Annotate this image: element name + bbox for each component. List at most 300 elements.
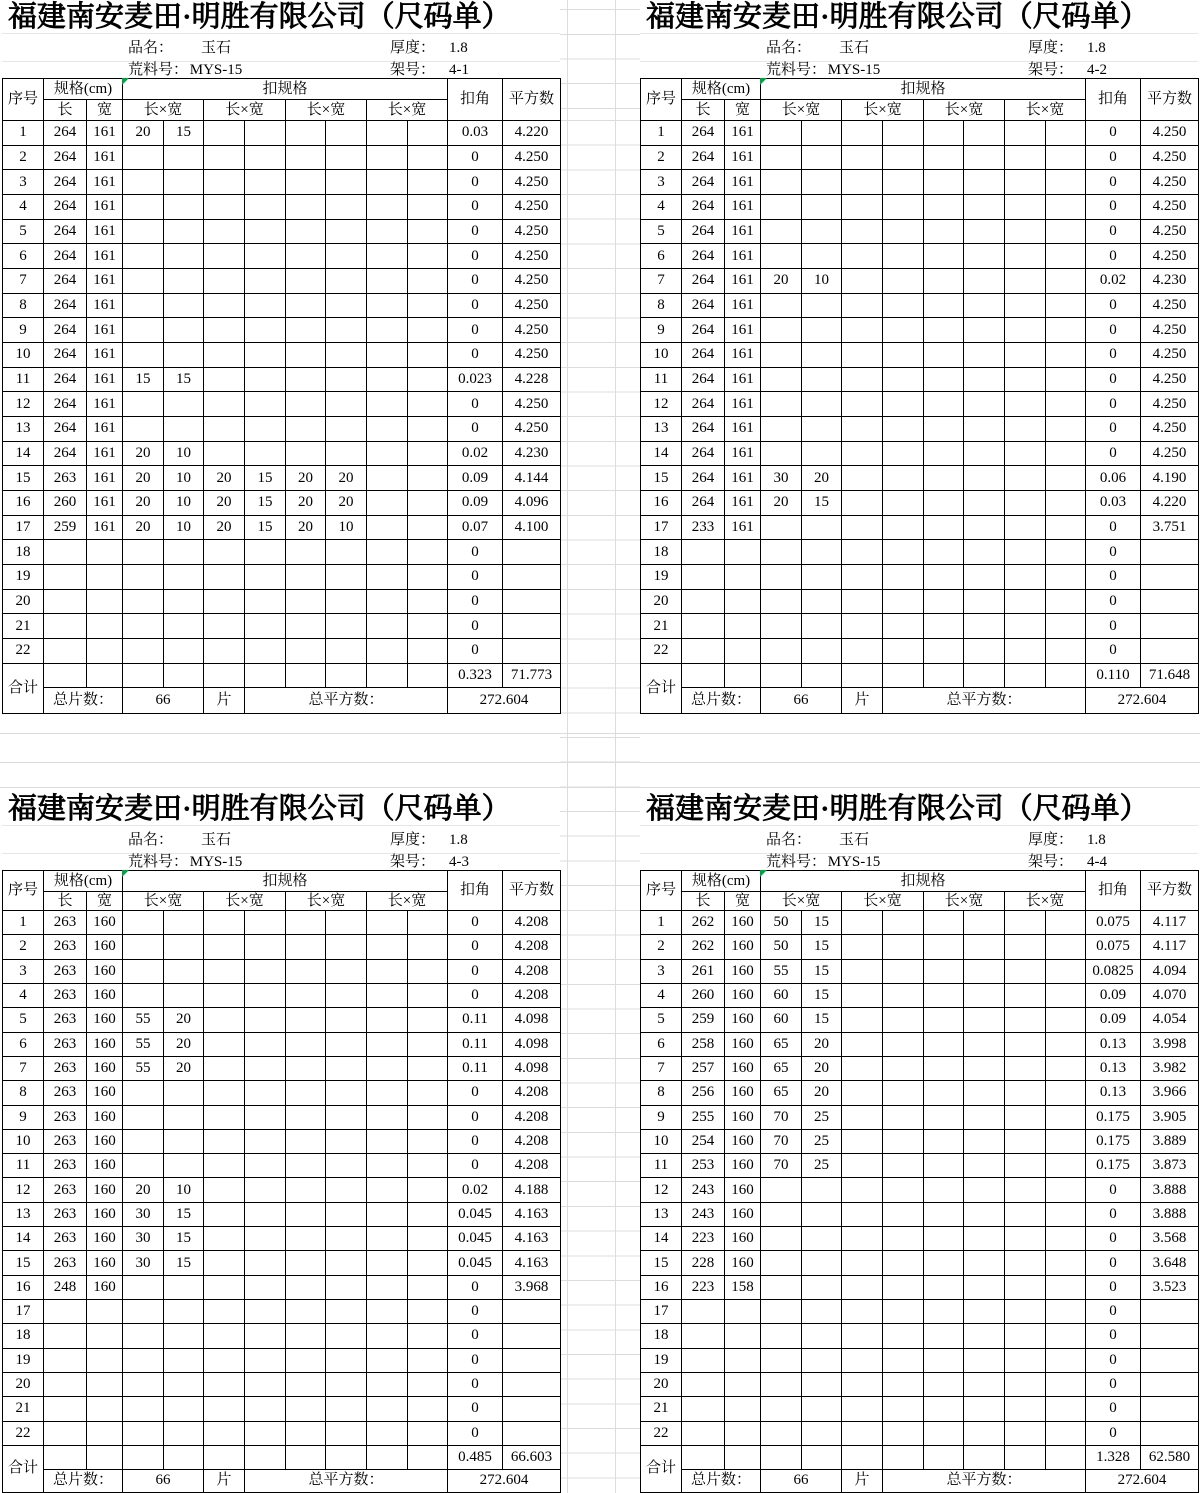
ded-l1: 55 (123, 1032, 164, 1056)
rack-no-label: 架号： (390, 62, 436, 78)
ded-w4 (1046, 1275, 1086, 1299)
ded-w2 (883, 1324, 924, 1348)
ded-l3 (286, 367, 326, 392)
ded-l2 (842, 1056, 883, 1080)
ded-l1: 50 (761, 911, 802, 935)
table-row (641, 318, 1199, 343)
ded-w2 (883, 540, 924, 565)
ded-w1 (164, 392, 204, 417)
width: 161 (87, 441, 123, 466)
table-row (641, 1008, 1199, 1032)
col-header-corner: 扣角 (448, 79, 503, 121)
corner-deduction: 0 (448, 540, 503, 565)
corner-deduction: 0.09 (1086, 1008, 1141, 1032)
ded-l2 (204, 935, 245, 959)
ded-w3 (964, 983, 1005, 1007)
block-no-label: 荒料号： (766, 854, 827, 870)
ded-w3 (326, 441, 367, 466)
row-no: 20 (3, 589, 44, 614)
total-empty-cell (326, 1445, 367, 1469)
total-area-value: 62.580 (1141, 1445, 1199, 1469)
ded-l1 (123, 1275, 164, 1299)
row-no: 11 (641, 1154, 682, 1178)
ded-l4 (1005, 614, 1046, 639)
square-area (1141, 565, 1199, 590)
ded-l1 (761, 219, 802, 244)
ded-w2 (883, 639, 924, 664)
ded-l1 (761, 565, 802, 590)
ded-w2 (245, 392, 286, 417)
width: 161 (725, 392, 761, 417)
corner-deduction: 0.13 (1086, 1081, 1141, 1105)
col-header-lxw: 长×宽 (204, 100, 286, 121)
ded-w2 (883, 195, 924, 220)
col-header-lxw: 长×宽 (123, 100, 204, 121)
ded-w1 (164, 1105, 204, 1129)
total-empty-cell (725, 663, 761, 687)
rack-no-value: 4-1 (449, 62, 469, 78)
col-header-corner: 扣角 (1086, 871, 1141, 911)
ded-l3 (924, 540, 964, 565)
ded-l2 (204, 269, 245, 294)
ded-w3 (964, 1202, 1005, 1226)
square-area: 4.250 (503, 318, 561, 343)
square-area: 4.250 (503, 145, 561, 170)
table-row (641, 911, 1199, 935)
row-no: 7 (641, 1056, 682, 1080)
ded-l4 (1005, 1275, 1046, 1299)
table-row (641, 1129, 1199, 1153)
width: 160 (725, 1081, 761, 1105)
ded-w4 (1046, 1227, 1086, 1251)
ded-w3 (326, 367, 367, 392)
width (87, 540, 123, 565)
ded-l2 (204, 540, 245, 565)
width (87, 639, 123, 664)
ded-l2 (204, 392, 245, 417)
square-area: 4.094 (1141, 959, 1199, 983)
table-row (3, 1129, 561, 1153)
product-label: 品名： (766, 40, 812, 56)
row-no: 15 (641, 466, 682, 491)
row-no: 17 (641, 515, 682, 540)
ded-l1 (123, 1300, 164, 1324)
width: 161 (87, 515, 123, 540)
ded-w1: 15 (164, 121, 204, 146)
square-area: 3.968 (503, 1275, 561, 1299)
table-row (641, 1202, 1199, 1226)
ded-w3 (326, 195, 367, 220)
corner-deduction: 0 (1086, 614, 1141, 639)
ded-w1 (164, 1129, 204, 1153)
width: 161 (725, 121, 761, 146)
total-empty-cell (883, 663, 924, 687)
row-no: 20 (3, 1372, 44, 1396)
ded-l3 (286, 959, 326, 983)
ded-w3 (326, 1032, 367, 1056)
table-row (641, 121, 1199, 146)
ded-l1 (123, 614, 164, 639)
row-no: 21 (641, 1397, 682, 1421)
col-header-seq: 序号 (3, 79, 44, 121)
total-empty-cell (87, 1445, 123, 1469)
ded-l3 (924, 639, 964, 664)
ded-w1 (164, 195, 204, 220)
width: 161 (87, 392, 123, 417)
ded-w2 (883, 441, 924, 466)
ded-l4 (1005, 1105, 1046, 1129)
ded-l3 (924, 293, 964, 318)
ded-l4 (367, 1008, 408, 1032)
ded-w3 (326, 1397, 367, 1421)
length: 263 (44, 1227, 87, 1251)
ded-l3 (924, 170, 964, 195)
ded-w1 (164, 1300, 204, 1324)
size-sheet-rack-4-1 (2, 0, 560, 714)
ded-l4 (1005, 417, 1046, 442)
ded-l3 (924, 1227, 964, 1251)
ded-w1 (164, 540, 204, 565)
ded-w4 (408, 1348, 448, 1372)
length: 263 (44, 983, 87, 1007)
ded-w3 (326, 1227, 367, 1251)
ded-l3 (286, 1227, 326, 1251)
corner-deduction: 0 (448, 195, 503, 220)
info-row-1 (640, 34, 1198, 62)
ded-w2 (245, 367, 286, 392)
thickness-label: 厚度： (1028, 832, 1074, 848)
ded-w3 (964, 1178, 1005, 1202)
width: 161 (725, 145, 761, 170)
ded-l4 (1005, 983, 1046, 1007)
width: 161 (725, 343, 761, 368)
ded-l3 (924, 589, 964, 614)
ded-w2 (245, 935, 286, 959)
ded-w3 (326, 244, 367, 269)
corner-deduction: 0.175 (1086, 1154, 1141, 1178)
corner-deduction: 0 (1086, 441, 1141, 466)
ded-w1 (802, 1251, 842, 1275)
length (682, 1348, 725, 1372)
ded-l4 (367, 614, 408, 639)
ded-w1: 10 (164, 1178, 204, 1202)
square-area (503, 614, 561, 639)
col-header-lxw: 长×宽 (842, 100, 924, 121)
ded-w3 (964, 1129, 1005, 1153)
block-no-value: MYS-15 (189, 854, 243, 870)
ded-w3 (964, 367, 1005, 392)
width: 160 (725, 935, 761, 959)
square-area: 3.888 (1141, 1202, 1199, 1226)
ded-w4 (1046, 1105, 1086, 1129)
ded-l3 (286, 935, 326, 959)
length: 263 (44, 1251, 87, 1275)
length: 264 (44, 269, 87, 294)
ded-l1 (761, 1202, 802, 1226)
width: 161 (725, 466, 761, 491)
ded-w4 (408, 983, 448, 1007)
ded-l4 (1005, 1397, 1046, 1421)
ded-l2 (204, 911, 245, 935)
row-no: 18 (641, 1324, 682, 1348)
row-no: 1 (641, 911, 682, 935)
ded-l1: 20 (123, 441, 164, 466)
ded-w3 (326, 614, 367, 639)
row-no: 19 (641, 565, 682, 590)
sheet-info (640, 825, 1198, 871)
ded-w1 (802, 343, 842, 368)
width: 161 (87, 121, 123, 146)
ded-l3 (286, 1081, 326, 1105)
width: 160 (725, 1129, 761, 1153)
rack-no-label: 架号： (1028, 854, 1074, 870)
width: 160 (725, 1251, 761, 1275)
square-area (1141, 589, 1199, 614)
ded-l2 (842, 1008, 883, 1032)
row-no: 10 (641, 343, 682, 368)
corner-deduction: 0 (448, 293, 503, 318)
ded-l1 (761, 417, 802, 442)
ded-w4 (408, 417, 448, 442)
ded-l4 (1005, 1178, 1046, 1202)
ded-l1: 20 (761, 491, 802, 516)
ded-l1 (123, 392, 164, 417)
row-no: 1 (3, 911, 44, 935)
square-area: 4.163 (503, 1227, 561, 1251)
width (725, 614, 761, 639)
ded-l3 (286, 343, 326, 368)
row-no: 4 (3, 195, 44, 220)
ded-l3 (924, 343, 964, 368)
row-no: 16 (641, 1275, 682, 1299)
ded-l3 (286, 1397, 326, 1421)
col-header-seq: 序号 (641, 871, 682, 911)
ded-l1 (761, 343, 802, 368)
ded-w4 (408, 121, 448, 146)
ded-l4 (367, 1300, 408, 1324)
length: 263 (44, 466, 87, 491)
ded-w1 (802, 1275, 842, 1299)
ded-w2 (883, 1008, 924, 1032)
corner-deduction: 0 (1086, 1178, 1141, 1202)
ded-w3: 20 (326, 491, 367, 516)
ded-l3 (286, 639, 326, 664)
ded-w2 (245, 318, 286, 343)
width: 161 (87, 417, 123, 442)
ded-l4 (367, 293, 408, 318)
row-no: 11 (641, 367, 682, 392)
row-no: 11 (3, 367, 44, 392)
ded-w1 (802, 170, 842, 195)
cell-flag-icon (760, 870, 767, 877)
ded-l2: 20 (204, 466, 245, 491)
ded-w2 (883, 589, 924, 614)
width: 161 (725, 515, 761, 540)
ded-l2 (842, 1178, 883, 1202)
ded-w4 (408, 1324, 448, 1348)
ded-w4 (408, 1008, 448, 1032)
square-area: 3.905 (1141, 1105, 1199, 1129)
ded-l1 (123, 417, 164, 442)
table-row (3, 1154, 561, 1178)
ded-l2 (842, 540, 883, 565)
square-area (503, 589, 561, 614)
ded-l2 (842, 1129, 883, 1153)
ded-l4 (367, 1275, 408, 1299)
ded-l4 (1005, 1300, 1046, 1324)
row-no: 21 (3, 1397, 44, 1421)
ded-w2 (883, 293, 924, 318)
row-no: 18 (641, 540, 682, 565)
length: 264 (44, 293, 87, 318)
total-empty-cell (245, 1445, 286, 1469)
length: 264 (44, 170, 87, 195)
col-header-lxw: 长×宽 (842, 892, 924, 911)
corner-deduction: 0 (1086, 145, 1141, 170)
row-no: 6 (641, 244, 682, 269)
table-row (641, 1324, 1199, 1348)
table-row (641, 417, 1199, 442)
corner-deduction: 0 (1086, 515, 1141, 540)
ded-w2 (883, 1202, 924, 1226)
ded-l4 (367, 466, 408, 491)
ded-w3 (964, 1300, 1005, 1324)
table-row (3, 145, 561, 170)
ded-l1: 55 (123, 1056, 164, 1080)
grand-area-value: 272.604 (448, 1469, 561, 1492)
ded-l4 (1005, 565, 1046, 590)
ded-l1: 60 (761, 983, 802, 1007)
table-row (641, 1275, 1199, 1299)
ded-w4 (408, 367, 448, 392)
ded-l2 (842, 392, 883, 417)
ded-l2 (842, 1397, 883, 1421)
ded-w2: 15 (245, 515, 286, 540)
rack-no-label: 架号： (390, 854, 436, 870)
square-area: 4.250 (1141, 417, 1199, 442)
corner-deduction: 0 (1086, 219, 1141, 244)
length (44, 540, 87, 565)
ded-l3 (924, 219, 964, 244)
square-area: 4.250 (503, 392, 561, 417)
table-row (3, 1032, 561, 1056)
corner-deduction: 0 (448, 392, 503, 417)
corner-deduction: 0 (1086, 392, 1141, 417)
row-no: 22 (3, 1421, 44, 1445)
length: 262 (682, 911, 725, 935)
corner-deduction: 0 (1086, 293, 1141, 318)
ded-w2 (883, 491, 924, 516)
width: 160 (725, 983, 761, 1007)
ded-l2 (204, 170, 245, 195)
length: 264 (682, 367, 725, 392)
ded-w4 (408, 1372, 448, 1396)
square-area: 4.220 (503, 121, 561, 146)
total-empty-cell (408, 663, 448, 687)
width (87, 589, 123, 614)
ded-w2 (883, 392, 924, 417)
table-row (3, 540, 561, 565)
ded-w1 (164, 1372, 204, 1396)
ded-l2 (842, 367, 883, 392)
table-row (3, 318, 561, 343)
ded-w4 (1046, 1251, 1086, 1275)
length (44, 1421, 87, 1445)
total-empty-cell (1005, 663, 1046, 687)
corner-deduction: 0 (448, 911, 503, 935)
ded-w3: 10 (326, 515, 367, 540)
table-row (641, 589, 1199, 614)
grand-area-label: 总平方数： (883, 1469, 1086, 1492)
ded-w2 (245, 639, 286, 664)
total-empty-cell (286, 1445, 326, 1469)
ded-w4 (1046, 121, 1086, 146)
col-header-lxw: 长×宽 (761, 892, 842, 911)
width: 161 (87, 195, 123, 220)
total-empty-cell (123, 663, 164, 687)
ded-l2 (204, 1105, 245, 1129)
ded-w2 (883, 219, 924, 244)
piece-unit: 片 (204, 687, 245, 713)
ded-l2 (204, 1300, 245, 1324)
ded-l4 (367, 219, 408, 244)
length: 263 (44, 1202, 87, 1226)
ded-w4 (408, 343, 448, 368)
row-no: 7 (3, 1056, 44, 1080)
ded-l3 (286, 145, 326, 170)
length: 258 (682, 1032, 725, 1056)
ded-w2 (883, 343, 924, 368)
ded-w2 (245, 195, 286, 220)
ded-w1 (802, 441, 842, 466)
total-label: 合计 (3, 663, 44, 713)
ded-w2 (883, 983, 924, 1007)
table-row (641, 565, 1199, 590)
ded-w2 (245, 1397, 286, 1421)
ded-l3 (924, 491, 964, 516)
ded-l2 (842, 935, 883, 959)
length (682, 565, 725, 590)
ded-w4 (1046, 1372, 1086, 1396)
total-empty-cell (842, 1445, 883, 1469)
ded-l3 (924, 614, 964, 639)
ded-w1 (164, 1154, 204, 1178)
ded-w1 (164, 1275, 204, 1299)
ded-w2 (883, 269, 924, 294)
ded-w2 (883, 417, 924, 442)
square-area: 4.098 (503, 1008, 561, 1032)
ded-w1 (802, 1300, 842, 1324)
col-header-width: 宽 (87, 892, 123, 911)
ded-w3 (326, 1251, 367, 1275)
total-label: 合计 (641, 663, 682, 713)
ded-l3 (924, 1154, 964, 1178)
ded-w4 (1046, 318, 1086, 343)
ded-w1 (164, 1397, 204, 1421)
width: 160 (87, 1202, 123, 1226)
ded-l3 (924, 935, 964, 959)
ded-l4 (1005, 121, 1046, 146)
ded-w4 (408, 145, 448, 170)
block-no-label: 荒料号： (128, 62, 189, 78)
col-header-width: 宽 (87, 100, 123, 121)
table-row (641, 1300, 1199, 1324)
ded-w2 (245, 983, 286, 1007)
ded-w4 (408, 219, 448, 244)
info-row-2 (2, 62, 560, 79)
ded-w3 (326, 540, 367, 565)
ded-w2 (245, 1008, 286, 1032)
